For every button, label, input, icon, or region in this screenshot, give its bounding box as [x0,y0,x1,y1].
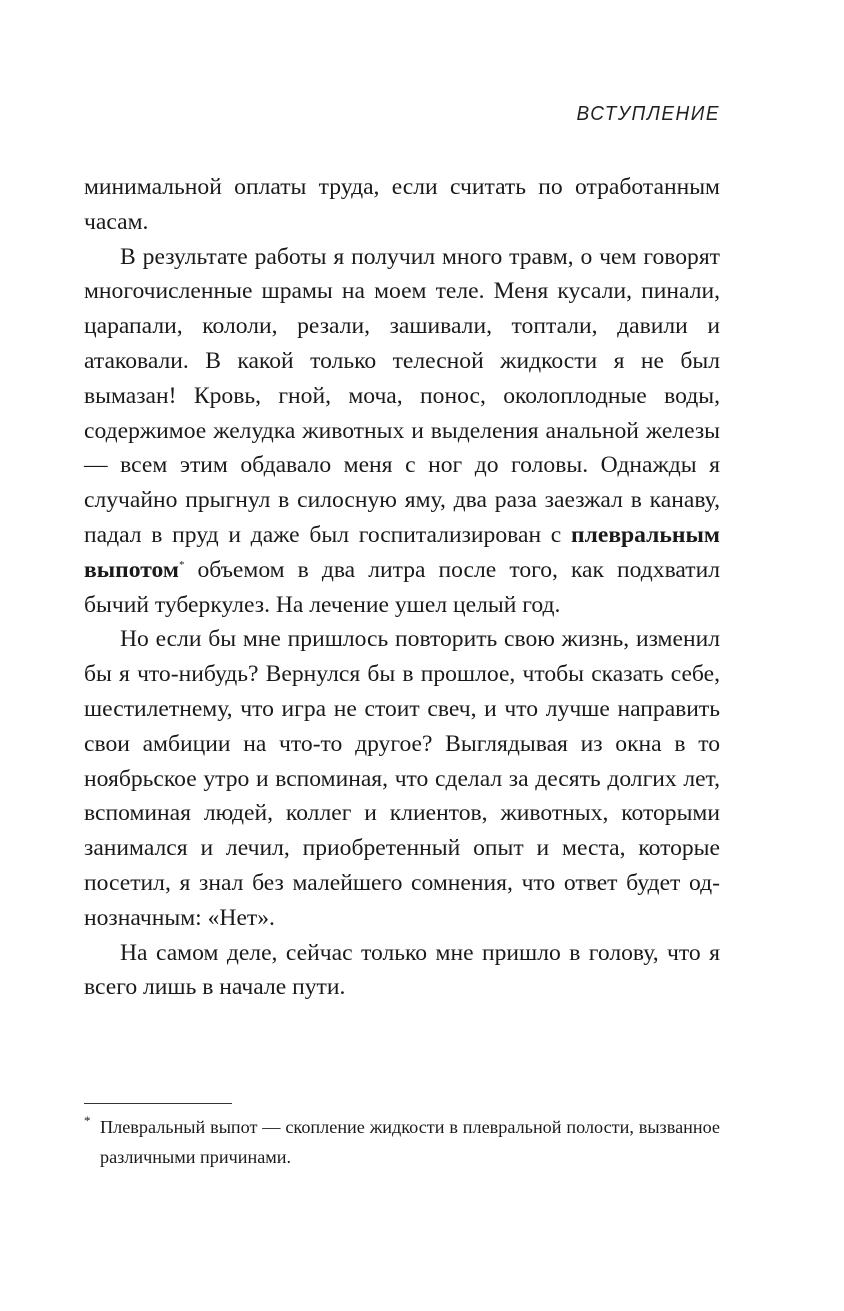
paragraph-2-text-start: В результате работы я получил много травм, о чем говорят многочисленные шрамы на моем теле. Меня кусали, пинали, царапали, кололи, резали, зашивали, топтали, давили и атаковали. В какой только телесной жидкости я не был вымазан! Кровь, гной, моча, понос, околоплодные воды, содержимое желудка животных и выделения анальной железы — всем этим обдавало меня с ног до головы. Однажды я случайно прыгнул в силосную яму, два раза заезжал в канаву, падал в пруд и даже был госпитализирован с [84,243,720,548]
footnote-marker: * [84,1113,91,1128]
running-head: ВСТУПЛЕНИЕ [576,103,720,126]
paragraph-3: Но если бы мне пришлось повторить свою жизнь, изменил бы я что-нибудь? Вернулся бы в прошлое, чтобы сказать себе, шестилетнему, что игра не стоит свеч, и что лучше направить свои амбиции на что-то другое? Выглядывая из окна в то ноябрьское утро и вспоминая, что сделал за десять долгих лет, вспоминая людей, коллег и клиентов, животных, которыми занимался и лечил, приобретенный опыт и места, которые посетил, я знал без малейшего сомнения, что ответ будет однозначным: «Нет». [84,626,720,931]
footnote-divider [84,1103,232,1104]
footnote-reference[interactable]: * [178,558,185,571]
bold-term: плевральным выпотом [84,521,720,583]
paragraph-2-text-end: объемом в два литра после того, как подхватил бычий туберкулез. На лечение ушел целый год. [84,556,720,618]
paragraph-1: минимальной оплаты труда, если считать по отработанным часам. [84,174,720,235]
paragraph-4: На самом деле, сейчас только мне пришло в голову, что я всего лишь в начале пути. [84,939,720,1001]
footnote [84,1112,720,1172]
main-text [84,170,720,1005]
footnote-text: Плевральный выпот — скопление жидкости в плевральной полости, вызванное различными причинами. [100,1117,720,1167]
paragraph-2 [84,240,720,623]
